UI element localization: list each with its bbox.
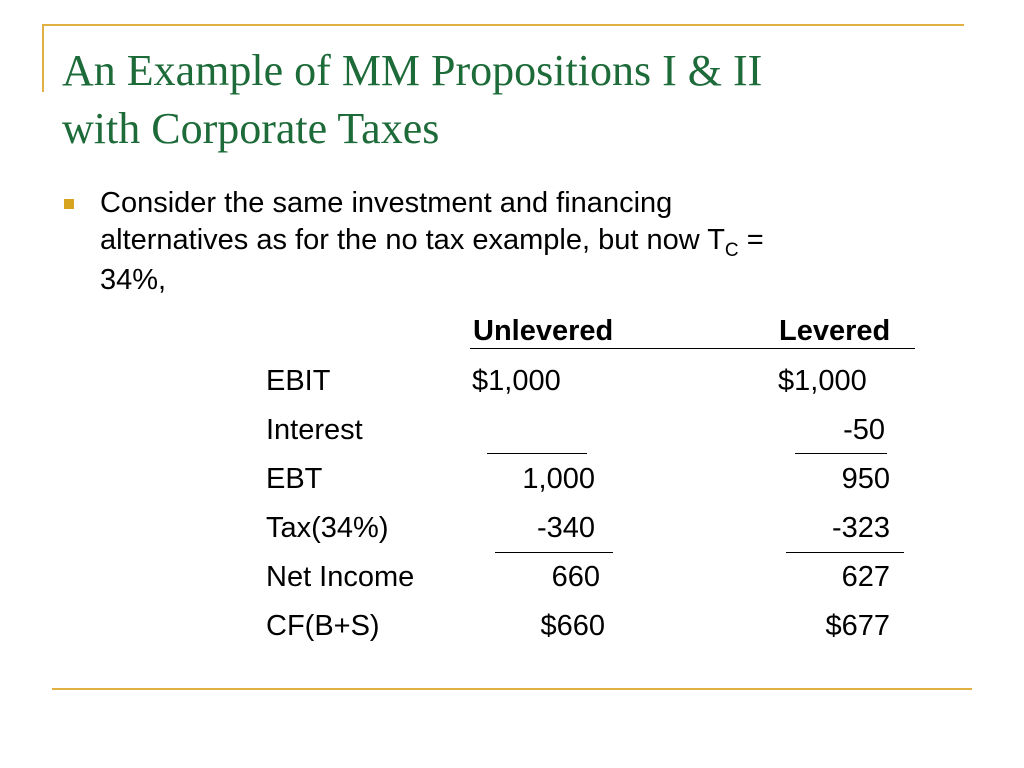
bullet-line-2-text: alternatives as for the no tax example, but now T xyxy=(100,224,725,256)
header-rule xyxy=(470,348,915,349)
tax-levered-underline xyxy=(786,552,904,553)
ebt-unlevered: 1,000 xyxy=(522,463,595,495)
bullet-line-2-end: = xyxy=(738,224,764,256)
tax-unlevered: -340 xyxy=(536,512,595,544)
net-income-unlevered: 660 xyxy=(551,561,600,593)
bullet-line-2 xyxy=(100,222,980,262)
header-levered: Levered xyxy=(779,315,891,347)
row-label-ebt: EBT xyxy=(266,463,323,495)
left-rule xyxy=(42,24,44,92)
row-label-net-income: Net Income xyxy=(266,561,415,593)
slide-title xyxy=(62,42,962,158)
ebit-levered: $1,000 xyxy=(778,365,867,397)
row-label-cf: CF(B+S) xyxy=(266,610,380,642)
bullet-line-3: 34%, xyxy=(100,264,167,296)
bottom-rule xyxy=(52,688,972,690)
row-label-interest: Interest xyxy=(266,414,363,446)
tax-unlevered-underline xyxy=(495,552,613,553)
bullet-line-1: Consider the same investment and financing xyxy=(100,187,673,219)
bullet-text xyxy=(100,185,980,299)
title-line-2: with Corporate Taxes xyxy=(62,104,440,153)
interest-levered-underline xyxy=(795,453,887,454)
header-unlevered: Unlevered xyxy=(473,315,614,347)
cf-unlevered: $660 xyxy=(540,610,605,642)
ebt-levered: 950 xyxy=(841,463,890,495)
ebit-unlevered: $1,000 xyxy=(472,365,561,397)
tax-levered: -323 xyxy=(831,512,890,544)
row-label-tax: Tax(34%) xyxy=(266,512,389,544)
tc-subscript: C xyxy=(724,240,739,261)
row-label-ebit: EBIT xyxy=(266,365,331,397)
title-line-1: An Example of MM Propositions I & II xyxy=(62,46,763,95)
interest-levered: -50 xyxy=(843,414,885,446)
top-rule xyxy=(42,24,964,26)
interest-unlevered-underline xyxy=(487,453,587,454)
square-bullet-icon xyxy=(64,199,74,209)
net-income-levered: 627 xyxy=(841,561,890,593)
cf-levered: $677 xyxy=(825,610,890,642)
